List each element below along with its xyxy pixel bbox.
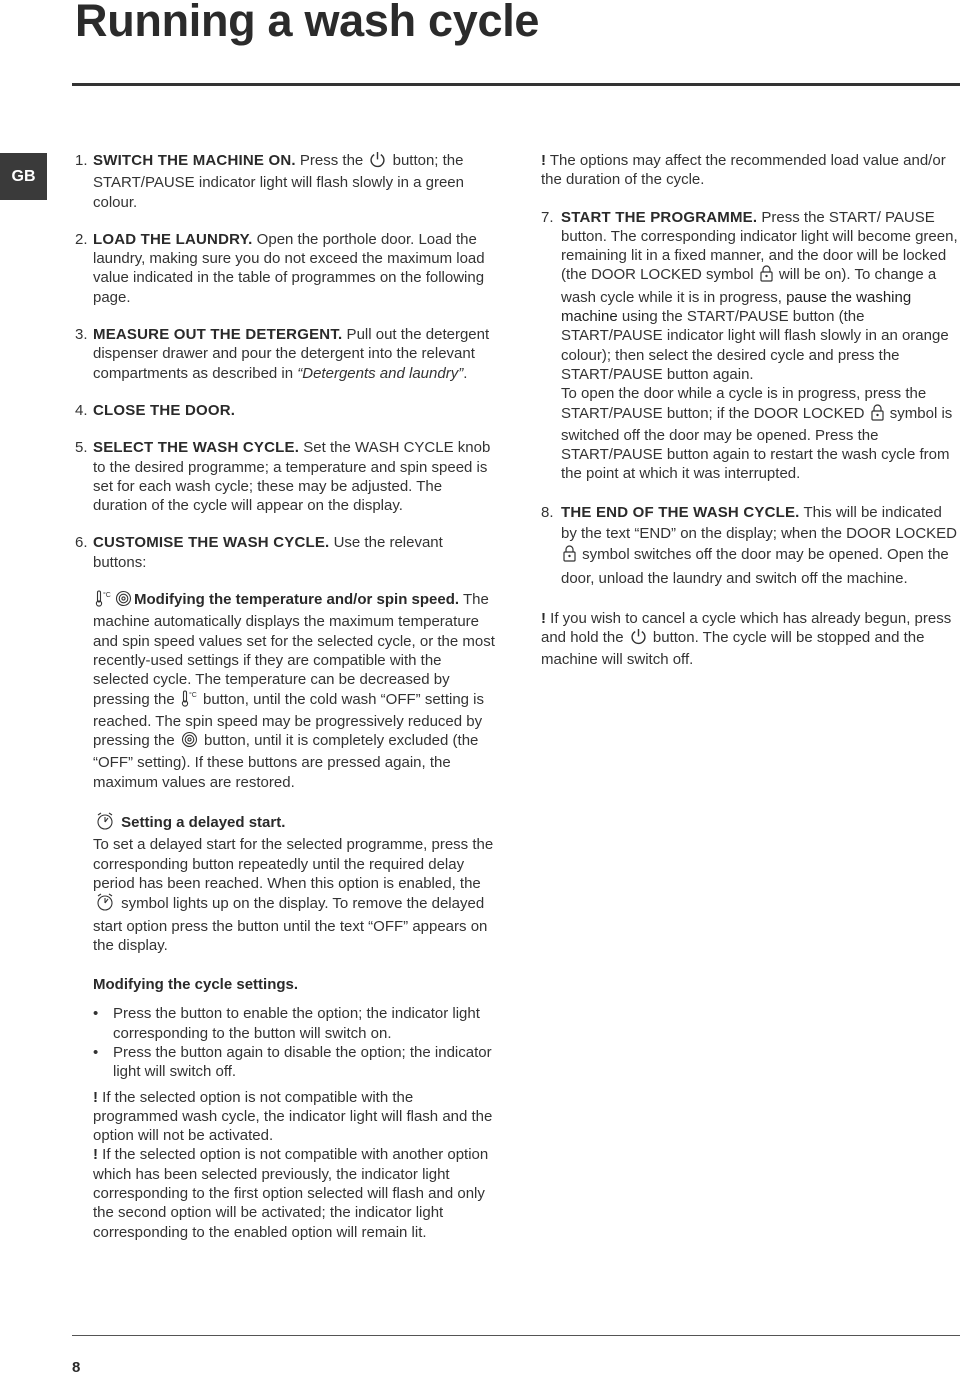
note-text: The options may affect the recommended load value and/or the duration of the cycle. bbox=[541, 152, 946, 189]
warning-mark: ! bbox=[93, 1146, 98, 1164]
left-column bbox=[75, 151, 495, 1242]
note-text: button. The cycle will be stopped and the machine will switch off. bbox=[541, 629, 925, 669]
step-text: This will be indicated by the text “END” on the display; when the DOOR LOCKED bbox=[561, 503, 957, 542]
page-title: Running a wash cycle bbox=[75, 0, 540, 46]
padlock-icon bbox=[871, 404, 884, 426]
step-2 bbox=[75, 230, 495, 307]
step-text: To open the door while a cycle is in progress, press the START/PAUSE button; if the DOOR LOCKED bbox=[561, 385, 927, 422]
step-4 bbox=[75, 401, 495, 420]
step-6 bbox=[75, 533, 495, 572]
step-number: 3. bbox=[75, 326, 88, 344]
delayed-start-text: To set a delayed start for the selected programme, press the corresponding button repeatedly until the required delay period has been reached. When this option is enabled, the bbox=[93, 836, 494, 892]
step-text: symbol switches off the door may be opened. Open the door, unload the laundry and switch off the machine. bbox=[561, 545, 949, 587]
warning-mark: ! bbox=[541, 609, 546, 627]
temperature-spin-text: The machine automatically displays the maximum temperature and spin speed values set for the selected cycle, or the most recently-used settings if they are compatible with the selected cycle. The temperature can be decreased by pressing the bbox=[93, 591, 495, 708]
thermometer-icon bbox=[181, 690, 197, 712]
footer-divider bbox=[72, 1335, 960, 1336]
reference-italic: “Detergents and laundry” bbox=[297, 364, 464, 382]
step-heading: THE END OF THE WASH CYCLE. bbox=[561, 503, 800, 521]
step-text: symbol is switched off the door may be opened. Press the START/PAUSE button again to restart the wash cycle from the point at which it was interrupted. bbox=[561, 404, 953, 483]
right-column bbox=[541, 151, 960, 670]
svg-text:°C: °C bbox=[188, 691, 197, 699]
padlock-icon bbox=[563, 545, 576, 568]
step-heading: MEASURE OUT THE DETERGENT. bbox=[93, 326, 343, 344]
emphasis-text: pause the washing machine bbox=[561, 288, 912, 326]
temperature-spin-section bbox=[75, 590, 495, 792]
step-1 bbox=[75, 151, 495, 212]
step-8 bbox=[541, 502, 960, 589]
page-number: 8 bbox=[72, 1359, 81, 1376]
step-number: 1. bbox=[75, 152, 88, 169]
cycle-settings-heading: Modifying the cycle settings. bbox=[93, 976, 299, 994]
step-heading: CLOSE THE DOOR. bbox=[93, 401, 236, 419]
step-text: using the START/PAUSE button (the START/PAUSE indicator light will flash slowly in an orange colour); then select the desired cycle and press the START/PAUSE button again. bbox=[561, 308, 949, 383]
power-icon bbox=[369, 151, 386, 173]
options-note bbox=[541, 151, 960, 190]
step-text: Press the START/ PAUSE button. The corresponding indicator light will become green, remaining lit in a fixed manner, and the door will be locked (the DOOR LOCKED symbol bbox=[561, 208, 958, 284]
step-text: Use the relevant buttons: bbox=[93, 534, 443, 571]
step-heading: LOAD THE LAUNDRY. bbox=[93, 230, 253, 248]
step-text: Open the porthole door. Load the laundry, making sure you do not exceed the maximum load value indicated in the table of programmes on the following page. bbox=[93, 230, 485, 306]
step-heading: CUSTOMISE THE WASH CYCLE. bbox=[93, 534, 330, 552]
delayed-start-text: symbol lights up on the display. To remove the delayed start option press the button until the text “OFF” appears on the display. bbox=[93, 895, 488, 954]
delay-timer-icon bbox=[95, 812, 115, 835]
thermometer-icon bbox=[95, 590, 111, 612]
step-text: button; the START/PAUSE indicator light will flash slowly in a green colour. bbox=[93, 152, 464, 211]
step-3 bbox=[75, 325, 495, 383]
temperature-spin-text: button, until it is completely excluded (the “OFF” setting). If these buttons are pressed again, the maximum values are restored. bbox=[93, 732, 479, 791]
step-heading: START THE PROGRAMME. bbox=[561, 208, 758, 226]
language-tab: GB bbox=[0, 153, 47, 200]
padlock-icon bbox=[760, 265, 773, 287]
spin-icon bbox=[115, 590, 132, 612]
temperature-spin-heading: Modifying the temperature and/or spin speed. bbox=[134, 591, 460, 609]
incompatible-option-note bbox=[93, 1145, 495, 1241]
step-text: Press the bbox=[295, 152, 368, 169]
cancel-cycle-note bbox=[541, 609, 960, 670]
step-text: will be on). To change a wash cycle while it is in progress, bbox=[561, 266, 937, 306]
step-text-end: . bbox=[463, 364, 468, 382]
step-heading: SELECT THE WASH CYCLE. bbox=[93, 439, 300, 457]
step-number: 8. bbox=[541, 503, 554, 521]
step-text: Pull out the detergent dispenser drawer and pour the detergent into the relevant compartments as described in bbox=[93, 326, 490, 382]
step-7 bbox=[541, 208, 960, 484]
delayed-start-heading: Setting a delayed start. bbox=[121, 814, 286, 832]
step-text: Set the WASH CYCLE knob to the desired programme; a temperature and spin speed is set for each wash cycle; these may be adjusted. The duration of the cycle will appear on the display. bbox=[93, 439, 491, 515]
incompatible-cycle-note bbox=[93, 1088, 495, 1146]
step-number: 2. bbox=[75, 230, 88, 248]
step-number: 6. bbox=[75, 534, 88, 552]
delayed-start-section bbox=[75, 812, 495, 955]
list-item: • Press the button again to disable the option; the indicator light will switch off. bbox=[93, 1043, 495, 1082]
note-text: If you wish to cancel a cycle which has already begun, press and hold the bbox=[541, 609, 952, 647]
power-icon bbox=[630, 628, 647, 650]
step-number: 4. bbox=[75, 401, 88, 419]
list-item: • Press the button to enable the option; the indicator light corresponding to the button will switch on. bbox=[93, 1004, 495, 1043]
temperature-spin-text: button, until the cold wash “OFF” setting is reached. The spin speed may be progressively reduced by pressing the bbox=[93, 690, 485, 750]
step-number: 5. bbox=[75, 439, 88, 457]
step-5 bbox=[75, 438, 495, 515]
warning-mark: ! bbox=[541, 152, 546, 169]
step-number: 7. bbox=[541, 208, 554, 226]
cycle-settings-section bbox=[75, 975, 495, 1242]
note-text: If the selected option is not compatible with the programmed wash cycle, the indicator light will flash and the option will not be activated. bbox=[93, 1088, 493, 1145]
warning-mark: ! bbox=[93, 1088, 98, 1106]
delay-timer-icon bbox=[95, 893, 115, 916]
svg-text:°C: °C bbox=[103, 592, 111, 600]
note-text: If the selected option is not compatible with another option which has been selected previously, the indicator light corresponding to the first option selected will flash and only the second option will be activated; the indicator light corresponding to the enabled option will remain lit. bbox=[93, 1146, 489, 1241]
title-divider bbox=[72, 83, 960, 86]
cycle-settings-bullets bbox=[93, 1004, 495, 1081]
step-heading: SWITCH THE MACHINE ON. bbox=[93, 152, 296, 169]
spin-icon bbox=[181, 731, 198, 753]
